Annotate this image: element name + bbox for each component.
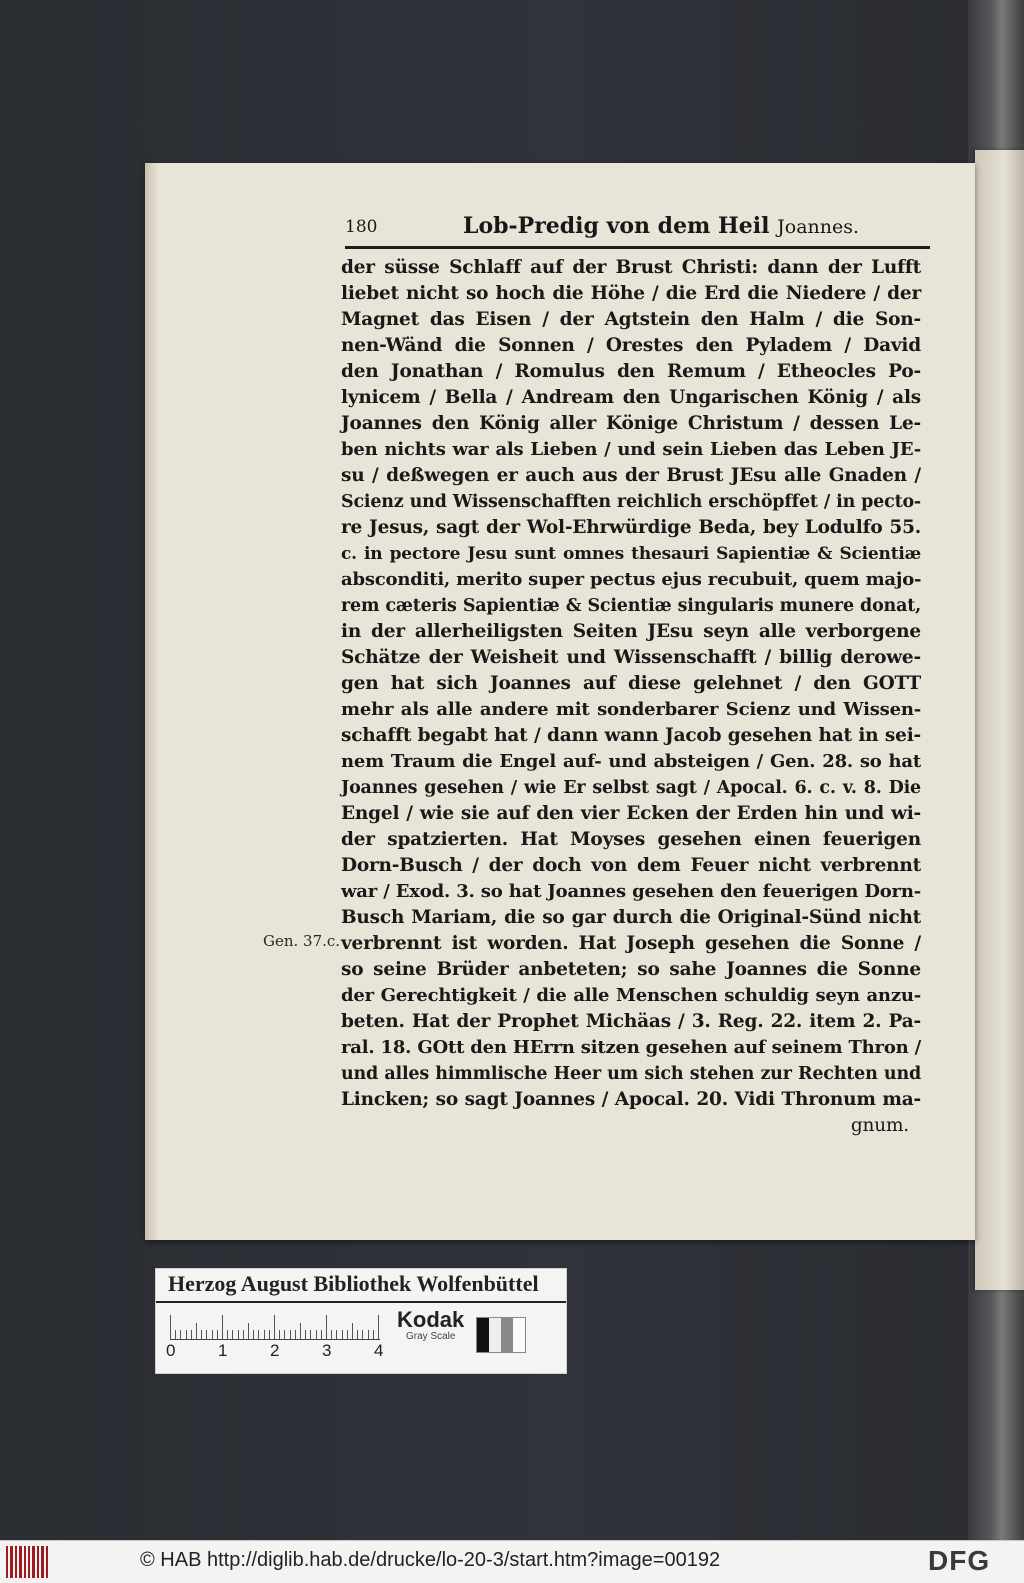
ruler-tick xyxy=(368,1330,369,1339)
text-line: der süsse Schlaff auf der Brust Christi: dann der Lufft xyxy=(341,257,921,278)
text-line: und alles himmlische Heer um sich stehen zur Rechten und xyxy=(341,1064,921,1084)
text-line: lynicem / Bella / Andream den Ungarischen König / als xyxy=(341,387,921,408)
text-line: beten. Hat der Prophet Michäas / 3. Reg. 22. item 2. Pa- xyxy=(341,1011,921,1032)
ruler-tick xyxy=(206,1330,207,1339)
text-line: Magnet das Eisen / der Agtstein den Halm / die Son- xyxy=(341,309,921,330)
text-line: der Gerechtigkeit / die alle Menschen schuldig seyn anzu- xyxy=(341,985,921,1006)
gray-scale-label: Gray Scale xyxy=(406,1331,456,1342)
ruler-tick xyxy=(378,1315,379,1339)
scale-ruler xyxy=(170,1313,380,1340)
text-line: ral. 18. GOtt den HErrn sitzen gesehen auf seinem Thron / xyxy=(341,1037,921,1058)
ruler-tick xyxy=(243,1330,244,1339)
ruler-tick xyxy=(232,1330,233,1339)
text-line: absconditi, merito super pectus ejus recubuit, quem majo- xyxy=(341,569,922,590)
ruler-tick xyxy=(347,1330,348,1339)
hab-logo-icon xyxy=(6,1546,48,1578)
ruler-numbers xyxy=(166,1341,396,1363)
ruler-tick xyxy=(316,1330,317,1339)
ruler-tick xyxy=(196,1323,197,1339)
catchword: gnum. xyxy=(850,1115,909,1136)
ruler-tick xyxy=(321,1330,322,1339)
ruler-tick xyxy=(326,1315,327,1339)
ruler-tick xyxy=(357,1330,358,1339)
ruler-tick xyxy=(175,1330,176,1339)
ruler-tick xyxy=(284,1330,285,1339)
ruler-tick xyxy=(373,1330,374,1339)
ruler-tick xyxy=(186,1330,187,1339)
library-label xyxy=(155,1268,567,1374)
margin-note: Gen. 37.c. xyxy=(263,932,341,950)
ruler-tick xyxy=(279,1330,280,1339)
text-line: re Jesus, sagt der Wol-Ehrwürdige Beda, bey Lodulfo 55. xyxy=(341,517,921,538)
ruler-tick xyxy=(274,1315,275,1339)
text-line: Dorn-Busch / der doch von dem Feuer nicht verbrennt xyxy=(341,855,921,876)
library-name: Herzog August Bibliothek Wolfenbüttel xyxy=(168,1271,539,1296)
text-line: Scienz und Wissenschafften reichlich erschöpffet / in pecto- xyxy=(341,492,921,512)
ruler-tick xyxy=(253,1330,254,1339)
ruler-tick xyxy=(269,1330,270,1339)
ruler-tick xyxy=(191,1330,192,1339)
text-line: nem Traum die Engel auf- und absteigen / Gen. 28. so hat xyxy=(341,751,921,772)
text-line: liebet nicht so hoch die Höhe / die Erd die Niedere / der xyxy=(341,283,921,304)
ruler-tick xyxy=(264,1330,265,1339)
ruler-tick xyxy=(295,1330,296,1339)
running-head-title: Lob-Predig von dem Heil xyxy=(463,213,770,239)
label-divider xyxy=(156,1301,566,1303)
text-line: c. in pectore Jesu sunt omnes thesauri Sapientiæ & Scientiæ xyxy=(341,544,921,564)
ruler-tick xyxy=(258,1330,259,1339)
ruler-tick xyxy=(300,1323,301,1339)
ruler-tick xyxy=(227,1330,228,1339)
text-line: war / Exod. 3. so hat Joannes gesehen den feuerigen Dorn- xyxy=(341,881,921,902)
dfg-logo: DFG xyxy=(928,1545,991,1576)
footer-copyright-link[interactable]: © HAB http://diglib.hab.de/drucke/lo-20-3/start.htm?image=00192 xyxy=(140,1549,721,1571)
ruler-tick xyxy=(180,1330,181,1339)
ruler-tick xyxy=(290,1330,291,1339)
ruler-tick xyxy=(305,1330,306,1339)
text-line: den Jonathan / Romulus den Remum / Etheocles Po- xyxy=(341,361,921,382)
running-head-name: Joannes. xyxy=(777,216,860,238)
ruler-number: 1 xyxy=(218,1341,228,1360)
adjacent-page-edge xyxy=(975,150,1024,1290)
ruler-tick xyxy=(310,1330,311,1339)
ruler-tick xyxy=(201,1330,202,1339)
page-header xyxy=(345,213,925,243)
ruler-number: 0 xyxy=(166,1341,176,1360)
gray-scale-patches xyxy=(476,1317,526,1353)
text-line: Schätze der Weisheit und Wissenschafft / billig derowe- xyxy=(341,647,921,668)
text-line: nen-Wänd die Sonnen / Orestes den Pyladem / David xyxy=(341,335,921,356)
text-line: Joannes den König aller Könige Christum / dessen Le- xyxy=(341,413,921,434)
text-line: Engel / wie sie auf den vier Ecken der Erden hin und wi- xyxy=(341,803,921,824)
running-head xyxy=(463,213,859,239)
kodak-brand: Kodak xyxy=(397,1307,465,1332)
text-line: verbrennt ist worden. Hat Joseph gesehen die Sonne / xyxy=(341,933,921,954)
footer-bar xyxy=(0,1540,1024,1583)
text-line: gen hat sich Joannes auf diese gelehnet / den GOTT xyxy=(341,673,921,694)
page-number: 180 xyxy=(345,217,378,237)
text-line: so seine Brüder anbeteten; so sahe Joannes die Sonne xyxy=(341,959,921,980)
page-gutter-shadow xyxy=(145,163,159,1240)
ruler-tick xyxy=(352,1323,353,1339)
text-line: der spatzierten. Hat Moyses gesehen einen feuerigen xyxy=(341,829,921,850)
ruler-tick xyxy=(248,1323,249,1339)
ruler-tick xyxy=(222,1315,223,1339)
text-line: in der allerheiligsten Seiten JEsu seyn alle verborgene xyxy=(341,621,921,642)
ruler-tick xyxy=(170,1315,171,1339)
header-rule xyxy=(345,246,930,249)
text-line: su / deßwegen er auch aus der Brust JEsu alle Gnaden / xyxy=(341,465,921,486)
ruler-tick xyxy=(342,1330,343,1339)
ruler-number: 2 xyxy=(270,1341,280,1360)
text-line: schafft begabt hat / dann wann Jacob gesehen hat in sei- xyxy=(341,725,921,746)
text-line: rem cæteris Sapientiæ & Scientiæ singularis munere donat, xyxy=(341,596,921,616)
ruler-tick xyxy=(362,1330,363,1339)
ruler-tick xyxy=(238,1330,239,1339)
body-text xyxy=(341,255,921,1139)
text-line: Busch Mariam, die so gar durch die Original-Sünd nicht xyxy=(341,907,921,928)
text-line: mehr als alle andere mit sonderbarer Scienz und Wissen- xyxy=(341,699,921,720)
ruler-tick xyxy=(217,1330,218,1339)
ruler-number: 4 xyxy=(374,1341,384,1360)
ruler-tick xyxy=(212,1330,213,1339)
ruler-number: 3 xyxy=(322,1341,332,1360)
text-line: Lincken; so sagt Joannes / Apocal. 20. Vidi Thronum ma- xyxy=(341,1089,921,1110)
ruler-tick xyxy=(331,1330,332,1339)
text-line: ben nichts war als Lieben / und sein Lieben das Leben JE- xyxy=(341,439,921,460)
text-line: Joannes gesehen / wie Er selbst sagt / Apocal. 6. c. v. 8. Die xyxy=(341,778,921,798)
ruler-tick xyxy=(336,1330,337,1339)
